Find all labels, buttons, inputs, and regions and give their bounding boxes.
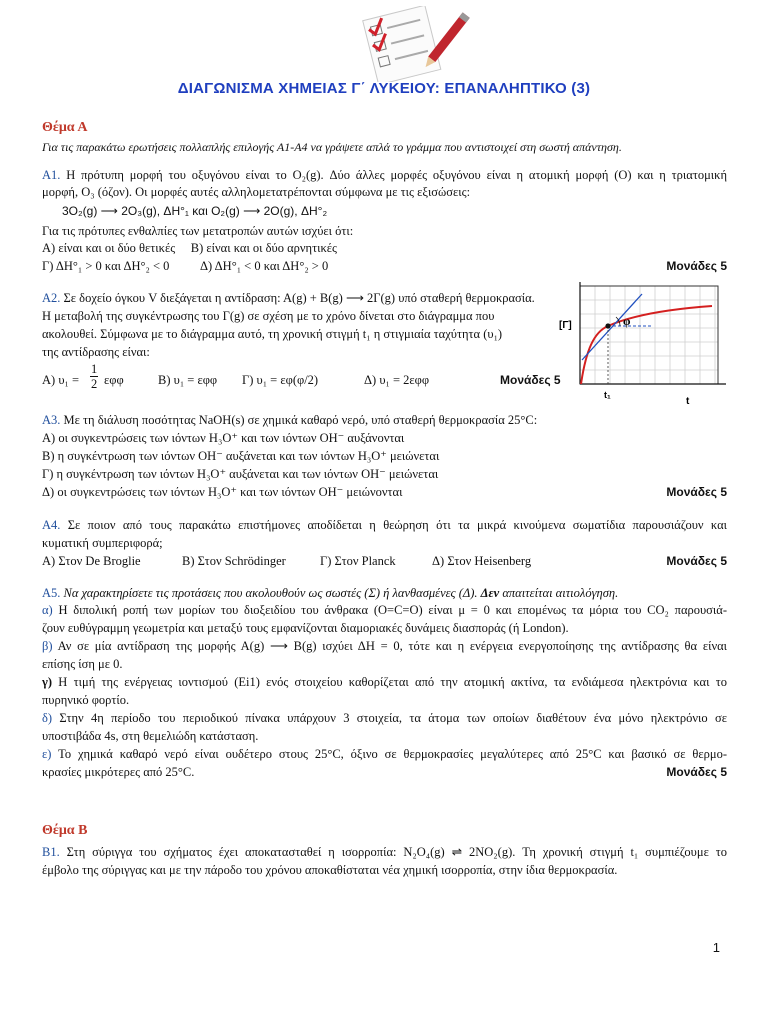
page: ΔΙΑΓΩΝΙΣΜΑ ΧΗΜΕΙΑΣ Γ΄ ΛΥΚΕΙΟΥ: ΕΠΑΝΑΛΗΠΤΙΚΟ (3) Θέμα Α Για τις παρακάτω ερωτήσεις πολλαπλής επιλογής Α1-Α4 να γράψετε απλά το γράμμα που αντιστοιχεί στη σωστή απάντηση. Α1. Η πρότυπη μορφή του οξυγόνου είναι το O₂(g). Δύο άλλες μορφές οξυγόνου είναι η ατομική μορφή (Ο) και η τριατομική μορφή, Ο₃ (όζον). Οι μορφές αυτές αλληλομετατρέπονται σύμφωνα με τις εξισώσεις: 3O₂(g) ⟶ 2O₃(g), ΔΗ°₁ και O₂(g) ⟶ 2O(g), ΔΗ°₂ Για τις πρότυπες ενθαλπίες των μετατροπών αυτών ισχύει ότι: Α) είναι και οι δύο θετικές Β) είναι και οι δύο αρνητικές Γ) ΔΗ°₁ > 0 και ΔΗ°₂ < 0 Δ) ΔΗ°₁ < 0 και ΔΗ°₂ > 0 Μονάδες 5 Α2. Σε δοχείο όγκου V διεξάγεται η αντίδραση: Α(g) + Β(g) ⟶ 2Γ(g) υπό σταθερή θερμοκρασία. Η μεταβολή της συγκέντρωσης του Γ(g) σε σχέση με το χρόνο δίνεται στο διάγραμμα που ακολουθεί. Σύμφωνα με το διάγραμμα αυτό, τη χρονική στιγμή t₁ η στιγμιαία ταχύτητα (υ₁) της αντίδρασης είναι: Α) υ₁ = 1 2 εφφ Β) υ₁ = εφφ Γ) υ₁ = εφ(φ/2) Δ) υ₁ = 2εφφ Μονάδες 5 φ [Γ] t₁ t Α3. Με τη διάλυση ποσότητας NaOH(s) σε χημικά καθαρό νερό, υπό σταθερή θερμοκρασία 25°C: Α) οι συγκεντρώσεις των ιόντων Η₃Ο⁺ και των ιόντων ΟΗ⁻ αυξάνονται Β) η συγκέντρωση των ιόντων ΟΗ⁻ αυξάνεται και των ιόντων Η₃Ο⁺ μειώνεται Γ) η συγκέντρωση των ιόντων Η₃Ο⁺ αυξάνεται και των ιόντων ΟΗ⁻ μειώνεται Δ) οι συγκεντρώσεις των ιόντων Η₃Ο⁺ και των ιόντων ΟΗ⁻ μειώνονται Μονάδες 5 Α4. Σε ποιον από τους παρακάτω επιστήμονες αποδίδεται η θεώρηση ότι τα μικρά κινούμενα σωματίδια παρουσιάζουν και κυματική συμπεριφορά; Α) Στον De Broglie Β) Στον Schrödinger Γ) Στον Planck Δ) Στον Heisenberg Μονάδες 5 Α5. Να χαρακτηρίσετε τις προτάσεις που ακολουθούν ως σωστές (Σ) ή λανθασμένες (Δ). Δεν απαιτείται αιτιολόγηση. α) Η διπολική ροπή των μορίων του διοξειδίου του άνθρακα (O=C=O) είναι μ = 0 και επομένως τα μόρια του CO₂ παρουσιά- ζουν ευθύγραμμη γεωμετρία και μεταξύ τους εμφανίζονται διαμοριακές δυνάμεις διασποράς (ή London). β) Αν σε μία αντίδραση της μορφής Α(g) ⟶ Β(g) ισχύει ΔΗ = 0, τότε και η ενέργεια ενεργοποίησης της αντίδρασης θα είναι επίσης ίση με 0. γ) Η τιμή της ενέργειας ιοντισμού (Ei1) ενός στοιχείου καθορίζεται από την ατομική ακτίνα, τα ενδιάμεσα ηλεκτρόνια και το πυρηνικό φορτίο. δ) Στην 4η περίοδο του περιοδικού πίνακα υπάρχουν 3 στοιχεία, τα άτομα των οποίων διαθέτουν ένα μόνο ηλεκτρόνιο σε υποστιβάδα 4s, στη θεμελιώδη κατάσταση. ε) Το χημικά καθαρό νερό είναι ουδέτερο στους 25°C, όξινο σε θερμοκρασίες μεγαλύτερες από 25°C και βασικό σε θερμο- κρασίες μικρότερες από 25°C. Μονάδες 5 Θέμα Β Β1. Στη σύριγγα του σχήματος έχει αποκατασταθεί η ισορροπία: N₂O₄(g) ⇌ 2NO₂(g). Τη χρονική στιγμή t₁ συμπιέζουμε το έμβολο της σύριγγας και με την πάροδο του χρόνου αποκαθίσταται νέα χημική ισορροπία, στην ίδια θερμοκρασία. 1: [0, 0, 768, 1024]
graph-t1-label: t₁: [604, 390, 611, 400]
b1-line-2: έμβολο της σύριγγας και με την πάροδο του χρόνου αποκαθίσταται νέα χημική ισορροπία, στην ίδια θερμοκρασία.: [42, 863, 618, 877]
a2-line-2: Η μεταβολή της συγκέντρωσης του Γ(g) σε σχέση με το χρόνο δίνεται στο διάγραμμα που: [42, 309, 495, 323]
a1-number: Α1.: [42, 168, 61, 182]
a5-gamma-1: γ) Η τιμή της ενέργειας ιοντισμού (Ei1) ενός στοιχείου καθορίζεται από την ατομική ακτίνα, τα ενδιάμεσα ηλεκτρόνια και το: [42, 675, 727, 689]
a4-line-1: Α4. Σε ποιον από τους παρακάτω επιστήμονες αποδίδεται η θεώρηση ότι τα μικρά κινούμενα σωματίδια παρουσιάζουν και: [42, 518, 728, 532]
a1-options-1: Α) είναι και οι δύο θετικές Β) είναι και οι δύο αρνητικές: [42, 241, 337, 255]
a1-line-2: μορφή, Ο₃ (όζον). Οι μορφές αυτές αλληλομετατρέπονται σύμφωνα με τις εξισώσεις:: [42, 185, 471, 199]
graph-y-label: [Γ]: [559, 320, 572, 331]
a5-number: Α5.: [42, 586, 61, 600]
a5-gamma-2: πυρηνικό φορτίο.: [42, 693, 130, 707]
fraction-one-half: 1 2: [91, 362, 98, 391]
a2-number: Α2.: [42, 291, 61, 305]
a1-line-1: Α1. Η πρότυπη μορφή του οξυγόνου είναι το O₂(g). Δύο άλλες μορφές οξυγόνου είναι η ατομική μορφή (Ο) και η τριατομική: [42, 168, 727, 182]
a3-line-1: Α3. Με τη διάλυση ποσότητας NaOH(s) σε χημικά καθαρό νερό, υπό σταθερή θερμοκρασία 25°C:: [42, 413, 538, 427]
a1-equation: 3O₂(g) ⟶ 2O₃(g), ΔΗ°₁ και O₂(g) ⟶ 2O(g), ΔΗ°₂: [62, 204, 328, 218]
a1-options-2: Γ) ΔΗ°₁ > 0 και ΔΗ°₂ < 0 Δ) ΔΗ°₁ < 0 και ΔΗ°₂ > 0 Μονάδες 5: [42, 259, 727, 273]
a3-number: Α3.: [42, 413, 61, 427]
graph-x-label: t: [686, 396, 690, 407]
a2-option-c: Γ) υ₁ = εφ(φ/2): [242, 373, 319, 387]
a5-beta-1: β) Αν σε μία αντίδραση της μορφής Α(g) ⟶ Β(g) ισχύει ΔΗ = 0, τότε και η ενέργεια ενεργοποίησης της αντίδρασης θα είναι: [42, 639, 728, 653]
a2-options: Α) υ₁ = 1 2 εφφ Β) υ₁ = εφφ Γ) υ₁ = εφ(φ/2) Δ) υ₁ = 2εφφ Μονάδες 5: [42, 362, 561, 391]
a5-epsilon-1: ε) Το χημικά καθαρό νερό είναι ουδέτερο στους 25°C, όξινο σε θερμοκρασίες μεγαλύτερες από 25°C και βασικό σε θερμο-: [42, 747, 727, 761]
a3-option-a: Α) οι συγκεντρώσεις των ιόντων Η₃Ο⁺ και των ιόντων ΟΗ⁻ αυξάνονται: [42, 431, 405, 445]
a5-beta-2: επίσης ίση με 0.: [42, 657, 123, 671]
a3-option-b: Β) η συγκέντρωση των ιόντων ΟΗ⁻ αυξάνεται και των ιόντων Η₃Ο⁺ μειώνεται: [42, 449, 440, 463]
a2-option-d: Δ) υ₁ = 2εφφ: [364, 373, 430, 387]
page-number: 1: [712, 940, 720, 955]
a4-marks: Μονάδες 5: [666, 554, 727, 568]
a4-line-2: κυματική συμπεριφορά;: [42, 536, 163, 550]
a1-marks: Μονάδες 5: [666, 259, 727, 273]
a3-marks: Μονάδες 5: [666, 485, 727, 499]
a5-marks: Μονάδες 5: [666, 765, 727, 779]
theme-a-heading: Θέμα Α: [42, 120, 88, 135]
a4-number: Α4.: [42, 518, 61, 532]
a2-line-3: ακολουθεί. Σύμφωνα με το διάγραμμα αυτό, τη χρονική στιγμή t₁ η στιγμιαία ταχύτητα (υ₁): [42, 327, 503, 341]
page-title: ΔΙΑΓΩΝΙΣΜΑ ΧΗΜΕΙΑΣ Γ΄ ΛΥΚΕΙΟΥ: ΕΠΑΝΑΛΗΠΤΙΚΟ (3): [177, 80, 591, 97]
theme-b-heading: Θέμα Β: [42, 823, 88, 838]
a3-option-d: Δ) οι συγκεντρώσεις των ιόντων Η₃Ο⁺ και των ιόντων ΟΗ⁻ μειώνονται Μονάδες 5: [42, 485, 727, 499]
a2-line-4: της αντίδρασης είναι:: [42, 345, 150, 359]
a5-alpha-1: α) Η διπολική ροπή των μορίων του διοξειδίου του άνθρακα (O=C=O) είναι μ = 0 και επομένως τα μόρια του CO₂ παρουσιά-: [42, 603, 727, 617]
a5-intro: Α5. Να χαρακτηρίσετε τις προτάσεις που ακολουθούν ως σωστές (Σ) ή λανθασμένες (Δ). Δεν απαιτείται αιτιολόγηση.: [42, 586, 619, 600]
a1-line-3: Για τις πρότυπες ενθαλπίες των μετατροπών αυτών ισχύει ότι:: [42, 224, 354, 238]
checklist-logo-icon: [352, 6, 472, 82]
a5-delta-1: δ) Στην 4η περίοδο του περιοδικού πίνακα υπάρχουν 3 στοιχεία, τα άτομα των οποίων διαθέτουν ένα μόνο ηλεκτρόνιο σε: [42, 711, 727, 725]
graph-angle-label: φ: [623, 314, 631, 328]
a2-option-b: Β) υ₁ = εφφ: [158, 373, 218, 387]
concentration-time-graph: [556, 280, 732, 410]
b1-line-1: Β1. Στη σύριγγα του σχήματος έχει αποκατασταθεί η ισορροπία: N₂O₄(g) ⇌ 2NO₂(g). Τη χρονική στιγμή t₁ συμπιέζουμε το: [42, 845, 728, 859]
b1-number: Β1.: [42, 845, 60, 859]
a2-marks: Μονάδες 5: [500, 373, 561, 387]
a3-option-c: Γ) η συγκέντρωση των ιόντων Η₃Ο⁺ αυξάνεται και των ιόντων ΟΗ⁻ μειώνεται: [42, 467, 439, 481]
a5-epsilon-2: κρασίες μικρότερες από 25°C. Μονάδες 5: [42, 765, 727, 779]
intro-text: Για τις παρακάτω ερωτήσεις πολλαπλής επιλογής Α1-Α4 να γράψετε απλά το γράμμα που αντιστοιχεί στη σωστή απάντηση.: [42, 140, 622, 154]
a2-line-1: Α2. Σε δοχείο όγκου V διεξάγεται η αντίδραση: Α(g) + Β(g) ⟶ 2Γ(g) υπό σταθερή θερμοκρασία.: [42, 291, 535, 305]
a5-alpha-2: ζουν ευθύγραμμη γεωμετρία και μεταξύ τους εμφανίζονται διαμοριακές δυνάμεις διασποράς (ή London).: [42, 621, 569, 635]
a5-delta-2: υποστιβάδα 4s, στη θεμελιώδη κατάσταση.: [42, 729, 259, 743]
